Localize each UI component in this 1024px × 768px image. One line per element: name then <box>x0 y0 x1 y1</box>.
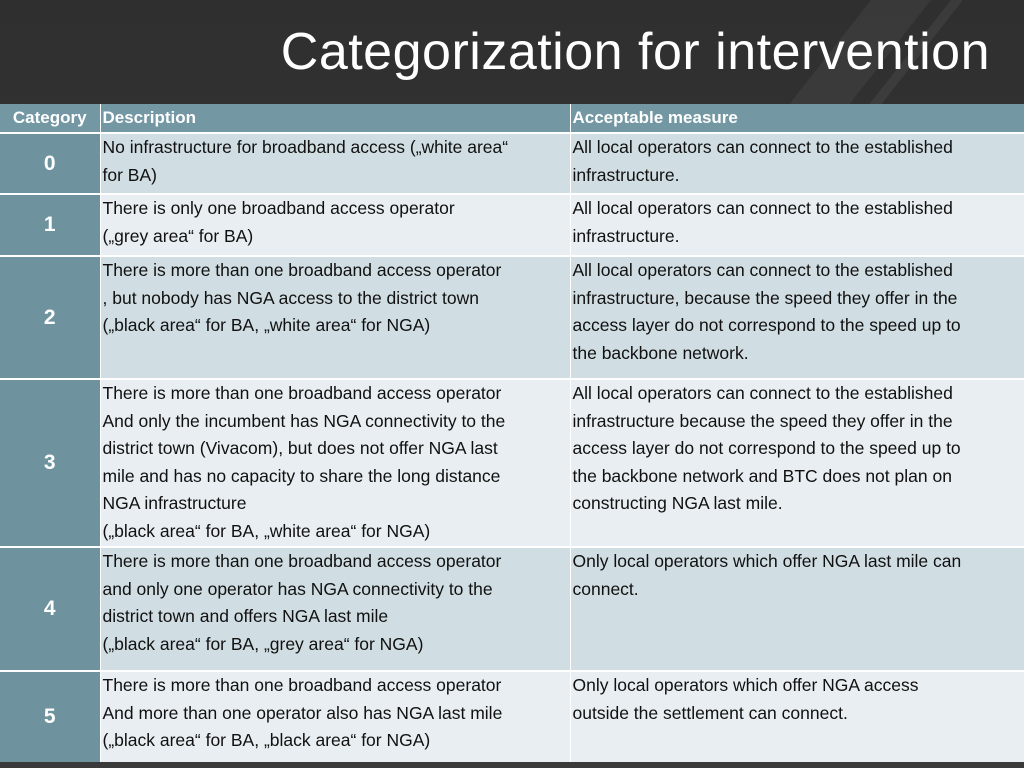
slide-title: Categorization for intervention <box>280 23 990 81</box>
description-cell <box>100 671 570 763</box>
table-row <box>0 194 1024 256</box>
measure-cell <box>570 256 1024 379</box>
category-cell: 5 <box>0 671 100 763</box>
description-cell <box>100 379 570 547</box>
table-row <box>0 256 1024 379</box>
description-cell <box>100 256 570 379</box>
measure-cell <box>570 671 1024 763</box>
measure-text: Only local operators which offer NGA access outside the settlement can connect. <box>572 675 919 723</box>
description-text: There is only one broadband access operator („grey area“ for BA) <box>102 198 455 246</box>
measure-cell <box>570 133 1024 194</box>
table-row <box>0 547 1024 671</box>
description-text: There is more than one broadband access operator , but nobody has NGA access to the district town („black area“ for BA, „white area“ for NGA) <box>102 260 502 335</box>
table-row <box>0 379 1024 547</box>
header-category: Category <box>0 104 100 133</box>
header-acceptable-measure: Acceptable measure <box>570 104 1024 133</box>
bottom-bar <box>0 762 1024 768</box>
description-text: No infrastructure for broadband access („white area“ for BA) <box>102 137 509 185</box>
description-text: There is more than one broadband access operator And more than one operator also has NGA last mile („black area“ for BA, „black area“ for NGA) <box>102 675 503 750</box>
measure-text: All local operators can connect to the established infrastructure. <box>572 137 953 185</box>
measure-text: All local operators can connect to the established infrastructure. <box>572 198 953 246</box>
measure-text: All local operators can connect to the established infrastructure, because the speed they offer in the access layer do not correspond to the speed up to the backbone network. <box>572 260 961 363</box>
header-description: Description <box>100 104 570 133</box>
table-row <box>0 133 1024 194</box>
category-cell: 0 <box>0 133 100 194</box>
measure-cell <box>570 379 1024 547</box>
measure-cell <box>570 547 1024 671</box>
description-cell <box>100 547 570 671</box>
description-cell <box>100 194 570 256</box>
measure-text: All local operators can connect to the established infrastructure because the speed they offer in the access layer do not correspond to the speed up to the backbone network and BTC does not plan on constructing NGA last mile. <box>572 383 961 513</box>
measure-cell <box>570 194 1024 256</box>
measure-text: Only local operators which offer NGA last mile can connect. <box>572 551 962 599</box>
category-cell: 3 <box>0 379 100 547</box>
category-cell: 2 <box>0 256 100 379</box>
description-cell <box>100 133 570 194</box>
category-cell: 4 <box>0 547 100 671</box>
table-header-row <box>0 104 1024 133</box>
categorization-table <box>0 104 1024 764</box>
category-cell: 1 <box>0 194 100 256</box>
description-text: There is more than one broadband access operator and only one operator has NGA connectivity to the district town and offers NGA last mile („black area“ for BA, „grey area“ for NGA) <box>102 551 502 654</box>
table-row <box>0 671 1024 763</box>
description-text: There is more than one broadband access operator And only the incumbent has NGA connectivity to the district town (Vivacom), but does not offer NGA last mile and has no capacity to share the long distance NGA infrastructure („black area“ for BA, „white area“ for NGA) <box>102 383 506 541</box>
